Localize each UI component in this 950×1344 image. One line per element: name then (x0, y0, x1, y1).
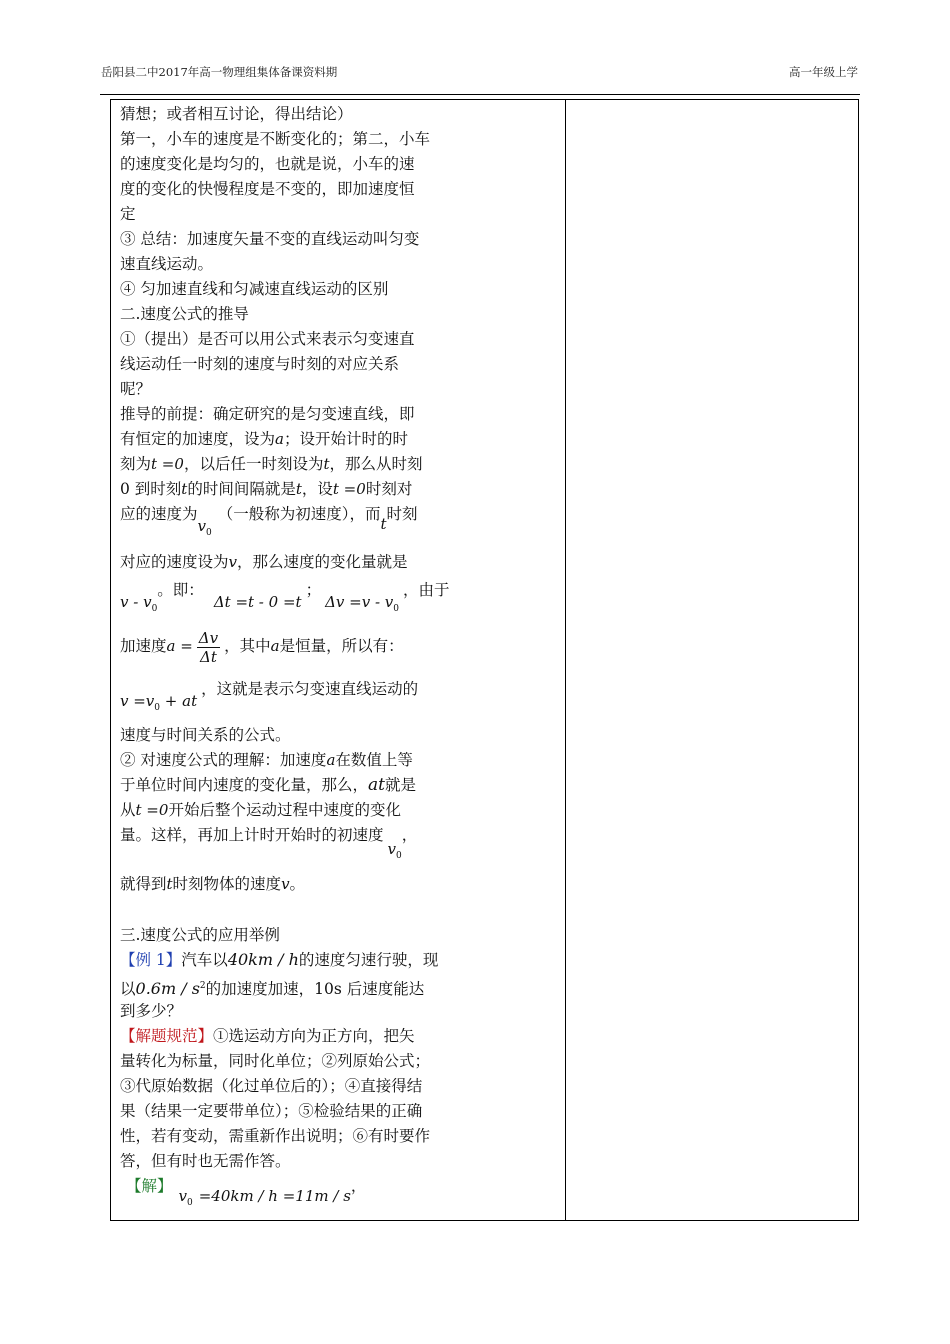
text-line: 答，但有时也无需作答。 (120, 1152, 291, 1170)
text-line: 果（结果一定要带单位）；⑤检验结果的正确 (120, 1102, 423, 1120)
text-line: ② 对速度公式的理解：加速度a在数值上等 (120, 751, 413, 769)
header-rule (100, 94, 860, 95)
text-line: 对应的速度设为v，那么速度的变化量就是 (120, 553, 408, 571)
text-line: 就得到t时刻物体的速度v。 (120, 875, 306, 893)
text-line: ③代原始数据（化过单位后的）；④直接得结 (120, 1077, 423, 1095)
example-tag: 【例 1】 (120, 951, 182, 969)
fraction: $\frac{\Delta v}{\Delta t}$ (198, 628, 219, 666)
text-line: $v =v_0$ + at，这就是表示匀变速直线运动的 (120, 680, 419, 713)
text-line: 猜想；或者相互讨论，得出结论） (120, 105, 353, 123)
text-line: 线运动任一时刻的速度与时刻的对应关系 (120, 355, 400, 373)
text-line: 【解题规范】①选运动方向为正方向，把矢 (120, 1027, 415, 1045)
text-line: 于单位时间内速度的变化量，那么，at就是 (120, 775, 416, 795)
text-line: 的速度变化是均匀的，也就是说，小车的速 (120, 155, 415, 173)
text-line: 呢？ (120, 380, 152, 398)
text-line: 0 到时刻t的时间间隔就是t，设t =0时刻对 (120, 480, 413, 498)
text-line: 性，若有变动，需重新作出说明；⑥有时要作 (120, 1127, 431, 1145)
text-line: 速度与时间关系的公式。 (120, 726, 291, 744)
section-heading: 三.速度公式的应用举例 (120, 926, 280, 944)
text-line: 定 (120, 205, 136, 223)
text-line: 刻为t =0，以后任一时刻设为t，那么从时刻 (120, 455, 423, 473)
solution-standard-tag: 【解题规范】 (120, 1027, 214, 1045)
text-line: v - $v_0$。即：Δt =t - 0 =t；$\Delta v =v - v_0$，由于 (120, 581, 450, 614)
text-line: 从t =0开始后整个运动过程中速度的变化 (120, 801, 401, 819)
text-line: ④ 匀加速直线和匀减速直线运动的区别 (120, 280, 389, 298)
text-line: 速直线运动。 (120, 255, 214, 273)
header-left-text: 岳阳县二中2017年高一物理组集体备课资料期 (101, 65, 338, 79)
text-line: 到多少？ (120, 1002, 183, 1020)
text-line: 推导的前提：确定研究的是匀变速直线，即 (120, 405, 415, 423)
text-line: ③ 总结：加速度矢量不变的直线运动叫匀变 (120, 230, 420, 248)
table-column-divider (565, 99, 566, 1221)
text-line: 度的变化的快慢程度是不变的，即加速度恒 (120, 180, 415, 198)
text-line: 以$0.6m / s^2$的加速度加速，10s 后速度能达 (120, 979, 425, 998)
header-right-text: 高一年级上学 (789, 65, 858, 79)
text-line: ①（提出）是否可以用公式来表示匀变速直 (120, 330, 415, 348)
text-line: 有恒定的加速度，设为a；设开始计时的时 (120, 430, 408, 448)
text-line: 量。这样，再加上计时开始时的初速度$v_0$， (120, 826, 418, 861)
section-heading: 二.速度公式的推导 (120, 305, 249, 323)
example-line: 【例 1】汽车以40km / h的速度匀速行驶，现 (120, 950, 439, 969)
text-line: 【解】$v_0 =40km / h =11m / s$， (126, 1177, 367, 1208)
text-line: 加速度a = $\frac{\Delta v}{\Delta t}$ ，其中a是恒量，所以有： (120, 628, 404, 666)
text-line: 应的速度为$v_0$（一般称为初速度），而t时刻 (120, 505, 418, 538)
text-line: 第一，小车的速度是不断变化的；第二，小车 (120, 130, 431, 148)
solution-tag: 【解】 (126, 1177, 173, 1195)
text-line: 量转化为标量，同时化单位；②列原始公式； (120, 1052, 431, 1070)
